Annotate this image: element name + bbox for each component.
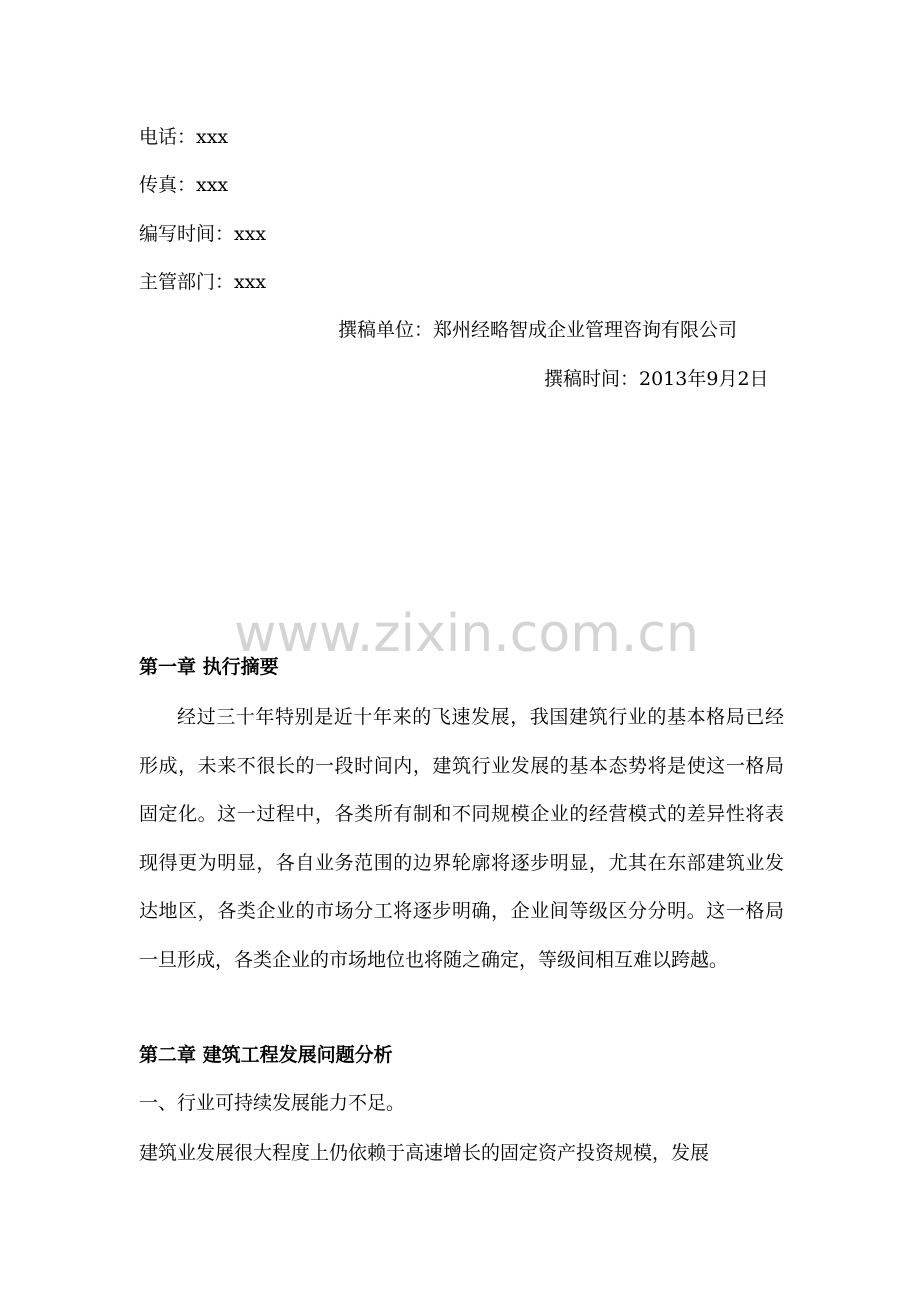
author-unit: 撰稿单位：郑州经略智成企业管理咨询有限公司 [338, 319, 738, 341]
watermark: www.zixin.com.cn [234, 604, 699, 664]
chapter1-heading: 第一章 执行摘要 [139, 656, 279, 678]
phone-line: 电话：xxx [139, 126, 229, 148]
chapter2-paragraph: 建筑业发展很大程度上仍依赖于高速增长的固定资产投资规模，发展 [139, 1142, 710, 1164]
written-time-line: 编写时间：xxx [139, 223, 267, 245]
chapter2-heading: 第二章 建筑工程发展问题分析 [139, 1044, 393, 1066]
chapter2-section1: 一、行业可持续发展能力不足。 [139, 1092, 406, 1114]
department-line: 主管部门：xxx [139, 271, 267, 293]
chapter1-paragraph: 经过三十年特别是近十年来的飞速发展，我国建筑行业的基本格局已经形成，未来不很长的一段时间内，建筑行业发展的基本态势将是使这一格局固定化。这一过程中，各类所有制和不同规模企业的经营模式的差异性将表现得更为明显，各自业务范围的边界轮廓将逐步明显，尤其在东部建筑业发达地区，各类企业的市场分工将逐步明确，企业间等级区分分明。这一格局一旦形成，各类企业的市场地位也将随之确定，等级间相互难以跨越。 [139, 706, 784, 971]
fax-line: 传真：xxx [139, 174, 229, 196]
author-date: 撰稿时间：2013年9月2日 [544, 368, 769, 390]
